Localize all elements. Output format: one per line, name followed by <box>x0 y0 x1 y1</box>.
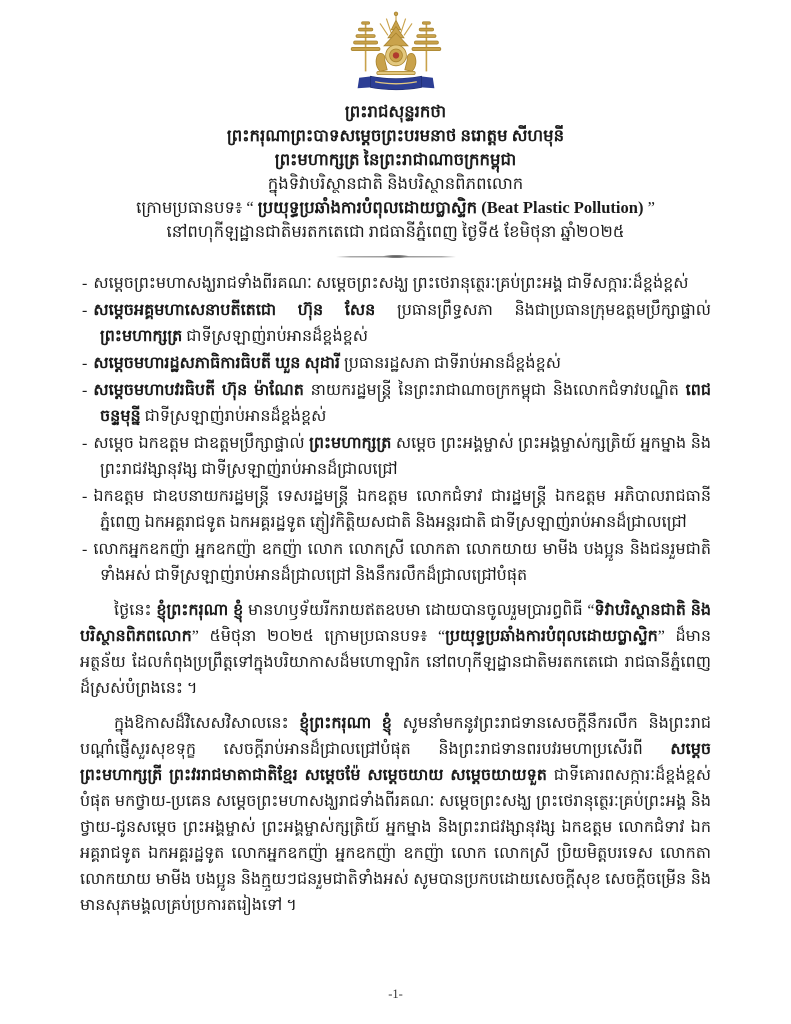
bold-text-run: ប្រយុទ្ធប្រឆាំងការបំពុលដោយប្លាស្ទិក <box>445 628 658 645</box>
text-run: ប្រធានរដ្ឋសភា ជាទីរាប់អានដ៏ខ្ពង់ខ្ពស់ <box>340 355 561 372</box>
text-run: សម្តេចព្រះមហាសង្ឃរាជទាំងពីរគណៈ សម្តេចព្រះសង្ឃ ព្រះថេរានុត្ថេរៈគ្រប់ព្រះអង្គ ជាទីសក្ការៈដ៏ខ្ពង់ខ្ពស់ <box>93 275 689 292</box>
salutation-item <box>82 351 711 377</box>
bold-text-run: ខ្ញុំព្រះករុណា ខ្ញុំ <box>156 602 244 619</box>
text-run: ជាទីស្រឡាញ់រាប់អានដ៏ខ្ពង់ខ្ពស់ <box>182 328 368 345</box>
text-run: សម្តេច ឯកឧត្តម ជាឧត្តមប្រឹក្សាផ្ទាល់ <box>93 435 310 452</box>
text-run: លោកអ្នកឧកញ៉ា អ្នកឧកញ៉ា ឧកញ៉ា លោក លោកស្រី លោកតា លោកយាយ មាមីង បងប្អូន និងជនរួមជាតិទាំងអស់ ជាទីស្រឡាញ់រាប់អានដ៏ជ្រាលជ្រៅ និងនឹករលឹកដ៏ជ្រាលជ្រៅបំផុត <box>93 541 711 584</box>
salutation-item <box>82 484 711 536</box>
page-number: -1- <box>388 987 403 1001</box>
salutation-list <box>80 271 711 589</box>
text-run: ក្នុងឱកាសដ៏វិសេសវិសាលនេះ <box>114 715 300 732</box>
bold-text-run: ព្រះមហាក្សត្រ <box>309 435 392 452</box>
royal-arms-of-cambodia-icon <box>348 8 444 98</box>
heading-line-title <box>80 100 711 124</box>
salutation-item <box>82 431 711 483</box>
paragraph-greeting <box>80 711 711 919</box>
bold-text-run: ខ្ញុំព្រះករុណា ខ្ញុំ <box>299 715 392 732</box>
text-run: ជាទីគោរពសក្ការៈដ៏ខ្ពង់ខ្ពស់បំផុត មកថ្វាយ-ប្រគេន សម្តេចព្រះមហាសង្ឃរាជទាំងពីរគណៈ សម្តេចព្រះសង្ឃ ព្រះថេរានុត្ថេរៈគ្រប់ព្រះអង្គ និងថ្វាយ-ជូនសម្តេច ព្រះអង្គម្ចាស់ ព្រះអង្គម្ចាស់ក្សត្រិយ៍ អ្នកម្នាង និងព្រះរាជវង្សានុវង្ស ឯកឧត្តម លោកជំទាវ ឯកអគ្គរាជទូត ឯកអគ្គរដ្ឋទូត លោកអ្នកឧកញ៉ា អ្នកឧកញ៉ា ឧកញ៉ា លោក លោកស្រី ប្រិយមិត្តបរទេស លោកតា លោកយាយ មាមីង បងប្អូន និងក្មួយៗជនរួមជាតិទាំងអស់ សូមបានប្រកបដោយសេចក្តីសុខ សេចក្តីចម្រើន និងមានសុភមង្គលគ្រប់ប្រការតរៀងទៅ ។ <box>80 767 711 914</box>
paragraph-opening <box>80 598 711 702</box>
bold-text-run: ពេជ ចន្ទមុន្នី <box>100 382 712 425</box>
text-run: ក្រោមប្រធានបទ៖ “ <box>136 198 258 217</box>
bullet-dash: - <box>82 382 88 399</box>
text-run: ” <box>643 198 655 217</box>
bold-text-run: សម្តេចមហាបវរធិបតី ហ៊ុន ម៉ាណែត <box>93 382 304 399</box>
text-run: សូមនាំមកនូវព្រះរាជទានសេចក្តីនឹករលឹក និងព្រះរាជបណ្តាំផ្ញើសួរសុខទុក្ខ សេចក្តីរាប់អានដ៏ជ្រាលជ្រៅបំផុត និងព្រះរាជទានពរបវរមហាប្រសើរពី <box>80 715 712 758</box>
text-run: ជាទីស្រឡាញ់រាប់អានដ៏ខ្ពង់ខ្ពស់ <box>140 408 327 425</box>
text-run: ឯកឧត្តម ជាឧបនាយករដ្ឋមន្ត្រី ទេសរដ្ឋមន្ត្រី ឯកឧត្តម លោកជំទាវ ជារដ្ឋមន្ត្រី ឯកឧត្តម អភិបាលរាជធានីភ្នំពេញ ឯកអគ្គរាជទូត ឯកអគ្គរដ្ឋទូត ភ្ញៀវកិត្តិយសជាតិ និងអន្តរជាតិ ជាទីស្រឡាញ់រាប់អានដ៏ជ្រាលជ្រៅ <box>93 488 711 531</box>
heading-line-kingdom <box>80 148 711 172</box>
text-run: ” ៥មិថុនា ២០២៥ ក្រោមប្រធានបទ៖ “ <box>191 628 446 645</box>
text-run: នៅពហុកីឡដ្ឋានជាតិមរតកតេជោ រាជធានីភ្នំពេញ ថ្ងៃទី៥ ខែមិថុនា ឆ្នាំ២០២៥ <box>166 222 625 241</box>
text-run: ប្រធានព្រឹទ្ធសភា និងជាប្រធានក្រុមឧត្តមប្រឹក្សាផ្ទាល់ <box>375 302 712 319</box>
text-run: នាយករដ្ឋមន្ត្រី នៃព្រះរាជាណាចក្រកម្ពុជា និងលោកជំទាវបណ្ឌិត <box>303 382 686 399</box>
bullet-dash: - <box>82 435 88 452</box>
text-run: សម្តេច ព្រះអង្គម្ចាស់ ព្រះអង្គម្ចាស់ក្សត្រិយ៍ អ្នកម្នាង និងព្រះរាជវង្សានុវង្ស ជាទីស្រឡាញ់រាប់អានដ៏ជ្រាលជ្រៅ <box>100 435 712 478</box>
bullet-dash: - <box>82 355 88 372</box>
bold-text-run: សម្តេចព្រះមហាក្សត្រី ព្រះវររាជមាតាជាតិខ្មែរ សម្តេចម៉ែ សម្តេចយាយ សម្តេចយាយទួត <box>80 741 711 784</box>
heading-line-venue-date <box>80 220 711 244</box>
text-run: ក្នុងទិវាបរិស្ថានជាតិ និងបរិស្ថានពិភពលោក <box>267 174 524 193</box>
bold-text-run: ប្រយុទ្ធប្រឆាំងការបំពុលដោយប្លាស្ទិក (Beat Plastic Pollution) <box>257 198 644 217</box>
salutation-item <box>82 298 711 350</box>
document-heading <box>80 100 711 244</box>
text-run: ” ដ៏មានអត្ថន័យ ដែលកំពុងប្រព្រឹត្តទៅក្នុងបរិយាកាសដ៏មហោឡារិក នៅពហុកីឡដ្ឋានជាតិមរតកតេជោ រាជធានីភ្នំពេញដ៏ស្រស់បំព្រងនេះ ។ <box>80 628 711 697</box>
bold-text-run: សម្តេចអគ្គមហាសេនាបតីតេជោ ហ៊ុន សែន <box>93 302 376 319</box>
bold-text-run: ព្រះករុណាព្រះបាទសម្តេចព្រះបរមនាថ នរោត្តម សីហមុនី <box>226 126 565 145</box>
bullet-dash: - <box>82 541 88 558</box>
bold-text-run: ទិវាបរិស្ថានជាតិ និងបរិស្ថានពិភពលោក <box>80 602 712 645</box>
text-run: មានហឫទ័យរីករាយឥតឧបមា ដោយបានចូលរួមប្រារព្ធពិធី “ <box>243 602 595 619</box>
bold-text-run: សម្តេចមហារដ្ឋសភាធិការធិបតី ឃួន សុដារី <box>93 355 340 372</box>
text-run: ថ្ងៃនេះ <box>114 602 157 619</box>
heading-line-king <box>80 124 711 148</box>
bullet-dash: - <box>82 302 88 319</box>
bullet-dash: - <box>82 275 88 292</box>
ornamental-divider <box>336 254 456 259</box>
salutation-item <box>82 271 711 297</box>
salutation-item <box>82 537 711 589</box>
heading-line-occasion <box>80 172 711 196</box>
bullet-dash: - <box>82 488 88 505</box>
salutation-item <box>82 378 711 430</box>
bold-text-run: ព្រះមហាក្សត្រ នៃព្រះរាជាណាចក្រកម្ពុជា <box>274 150 517 169</box>
heading-line-theme <box>80 196 711 220</box>
bold-text-run: ព្រះមហាក្សត្រ <box>100 328 183 345</box>
bold-text-run: ព្រះរាជសុន្ទរកថា <box>344 102 447 121</box>
